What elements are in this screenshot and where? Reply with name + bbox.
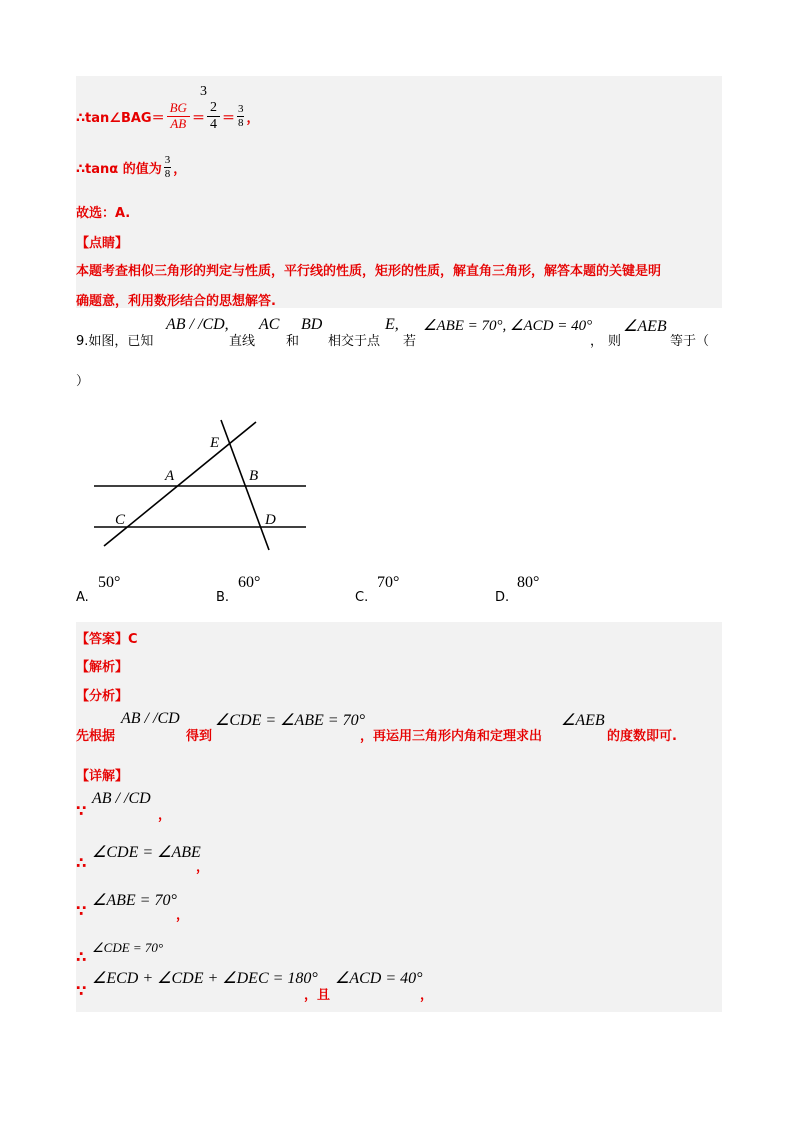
option-value: 50°	[98, 574, 121, 591]
fenxi-ab-cd: AB / /CD	[121, 710, 180, 727]
comment-line-2: 确题意，利用数形结合的思想解答.	[76, 294, 276, 309]
equals-sign-2: ＝	[221, 110, 235, 126]
line-ac: AC	[259, 316, 280, 333]
label-e: E	[210, 435, 220, 451]
comment-header: 【点睛】	[76, 236, 129, 251]
line-word: 直线	[229, 334, 256, 349]
step-1-expr: AB / /CD	[92, 790, 151, 807]
tan-alpha-line	[76, 150, 186, 184]
intersect-text: 相交于点	[328, 334, 381, 349]
step-4-expr: ∠CDE = 70°	[92, 940, 164, 955]
therefore-symbol: ∴	[76, 854, 87, 872]
fenxi-aeb: ∠AEB	[561, 712, 605, 729]
answer-choice-line: 故选：A.	[76, 206, 131, 221]
label-c: C	[115, 512, 126, 528]
fenxi-equation: ∠CDE = ∠ABE = 70°	[215, 712, 365, 729]
option-letter: A.	[76, 590, 89, 605]
step-3	[76, 890, 276, 922]
options-row	[76, 574, 716, 608]
step-5	[76, 968, 476, 1002]
step-5-mid: ，且	[304, 988, 331, 1003]
small-two: 2	[207, 100, 220, 116]
fenxi-prefix: 先根据	[76, 729, 116, 744]
label-d: D	[265, 512, 276, 528]
three-num: 3	[237, 103, 244, 116]
step-2	[76, 842, 296, 874]
comma: ，	[590, 334, 604, 349]
step-4	[76, 940, 276, 966]
option-letter: C.	[355, 590, 369, 605]
point-e: E,	[385, 316, 399, 333]
fenxi-end: 的度数即可.	[607, 729, 677, 744]
equals-text: 等于（	[670, 334, 710, 349]
because-symbol: ∵	[76, 802, 87, 820]
step-1-end: ，	[158, 808, 172, 823]
fraction-bg-ab	[167, 101, 190, 131]
close-paren: ）	[76, 374, 90, 389]
step-5-angle: ∠ACD = 40°	[335, 970, 423, 987]
tan-alpha-prefix: ∴tanα 的值为	[76, 161, 162, 177]
and-word: 和	[286, 334, 300, 349]
frac-ab: AB	[170, 115, 187, 131]
comma: ，	[173, 161, 187, 177]
option-value: 60°	[238, 574, 261, 591]
because-symbol: ∵	[76, 902, 87, 920]
fenxi-then: ，再运用三角形内角和定理求出	[360, 729, 543, 744]
alpha-den: 8	[164, 167, 171, 180]
tan-bag-prefix: ∴tan∠BAG＝	[76, 110, 165, 126]
option-value: 80°	[517, 574, 540, 591]
fraction-three-eight	[237, 103, 245, 128]
fenxi-header: 【分析】	[76, 689, 129, 704]
fenxi-get: 得到	[186, 729, 213, 744]
condition: ∠ABE = 70°, ∠ACD = 40°	[423, 318, 593, 334]
step-2-end: ，	[196, 860, 210, 875]
step-3-end: ，	[176, 908, 190, 923]
step-5-end: ，	[420, 988, 434, 1003]
step-2-expr: ∠CDE = ∠ABE	[92, 844, 201, 861]
label-b: B	[249, 468, 259, 484]
therefore-symbol: ∴	[76, 948, 87, 966]
angle-aeb: ∠AEB	[623, 318, 667, 335]
comma: ，	[246, 110, 260, 126]
step-3-expr: ∠ABE = 70°	[92, 892, 177, 909]
then-word: 则	[608, 334, 622, 349]
alpha-num: 3	[164, 154, 171, 167]
line-bd: BD	[301, 316, 323, 333]
option-value: 70°	[377, 574, 400, 591]
detail-header: 【详解】	[76, 769, 129, 784]
because-symbol: ∵	[76, 982, 87, 1000]
line-bd	[221, 420, 269, 550]
step-1	[76, 790, 276, 822]
answer-label: 【答案】C	[76, 632, 138, 647]
frac-bg: BG	[167, 101, 190, 116]
eight-den: 8	[237, 116, 244, 129]
comment-line-1: 本题考查相似三角形的判定与性质，平行线的性质，矩形的性质，解直角三角形，解答本题的关键是明	[76, 264, 662, 279]
ab-parallel-cd: AB / /CD,	[166, 316, 229, 333]
label-a: A	[165, 468, 175, 484]
if-word: 若	[403, 334, 417, 349]
fraction-two-four	[207, 100, 220, 132]
four: 4	[209, 116, 217, 132]
question-number: 9.如图，已知	[76, 334, 154, 349]
option-letter: D.	[495, 590, 510, 605]
tan-bag-line	[76, 94, 259, 138]
geometry-figure	[88, 410, 318, 558]
equals-sign: ＝	[191, 110, 205, 126]
step-5-expr: ∠ECD + ∠CDE + ∠DEC = 180°	[92, 970, 318, 987]
analysis-header: 【解析】	[76, 660, 129, 675]
option-letter: B.	[216, 590, 230, 605]
fraction-alpha	[164, 154, 172, 179]
